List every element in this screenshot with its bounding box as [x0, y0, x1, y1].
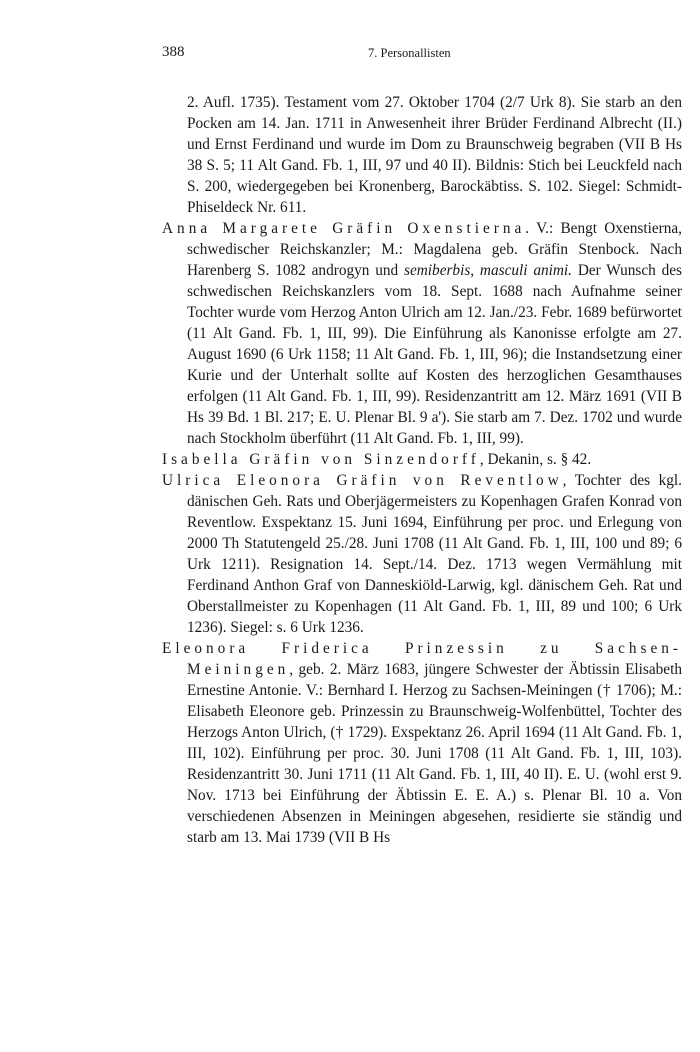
entry-name: Isabella Gräfin von Sinzendorff: [162, 451, 480, 468]
page-number: 388: [162, 44, 185, 60]
entry-name: Anna Margarete Gräfin Oxenstierna: [162, 220, 526, 237]
entry-text-continued: Der Wunsch des schwedischen Reichskanzlers vom 18. Sept. 1688 nach Aufnahme seiner Tochter wurde vom Herzog Anton Ulrich am 12. Jan./23. Febr. 1689 befürwortet (11 Alt Gand. Fb. 1, III, 99). Die Einführung als Kanonisse erfolgte am 27. August 1690 (6 Urk 1158; 11 Alt Gand. Fb. 1, III, 96); die Instandsetzung einer Kurie und der Unterhalt sollte auf Kosten des herzoglichen Gesamthauses erfolgen (11 Alt Gand. Fb. 1, III, 99). Residenzantritt am 12. März 1691 (VII B Hs 39 Bd. 1 Bl. 217; E. U. Plenar Bl. 9 a'). Sie starb am 7. Dez. 1702 und wurde nach Stockholm überführt (11 Alt Gand. Fb. 1, III, 99).: [187, 262, 683, 447]
running-head: 7. Personallisten: [368, 46, 451, 60]
entry-text: , Tochter des kgl. dänischen Geh. Rats und Oberjägermeisters zu Kopenhagen Grafen Konrad von Reventlow. Exspektanz 15. Juni 1694, Einführung per proc. und Erlegung von 2000 Th Statutengeld 25./28. Juni 1708 (11 Alt Gand. Fb. 1, III, 100 und 89; 6 Urk 1211). Resignation 14. Sept./14. Dez. 1713 wegen Vermählung mit Ferdinand Anthon Graf von Danneskiöld-Larwig, kgl. dänischem Geh. Rat und Oberstallmeister zu Kopenhagen (11 Alt Gand. Fb. 1, III, 89 und 100; 6 Urk 1236). Siegel: s. 6 Urk 1236.: [187, 472, 682, 636]
continuation-paragraph: 2. Aufl. 1735). Testament vom 27. Oktober 1704 (2/7 Urk 8). Sie starb an den Pocken am 14. Jan. 1711 in Anwesenheit ihrer Brüder Ferdinand Albrecht (II.) und Ernst Ferdinand und wurde im Dom zu Braunschweig begraben (VII B Hs 38 S. 5; 11 Alt Gand. Fb. 1, III, 97 und 40 II). Bildnis: Stich bei Leuckfeld nach S. 200, wiedergegeben bei Kronenberg, Barockäbtiss. S. 102. Siegel: Schmidt-Phiseldeck Nr. 611.: [187, 94, 682, 216]
entry-text: , Dekanin, s. § 42.: [479, 451, 592, 468]
entry-sachsen-meiningen: [162, 638, 682, 848]
entry-text: , geb. 2. März 1683, jüngere Schwester der Äbtissin Elisabeth Ernestine Antonie. V.: Bernhard I. Herzog zu Sachsen-Meiningen († 1706); M.: Elisabeth Eleonore geb. Prinzessin zu Braunschweig-Wolfenbüttel, Tochter des Herzogs Anton Ulrich, († 1729). Exspektanz 26. April 1694 (11 Alt Gand. Fb. 1, III, 102). Einführung per proc. 30. Juni 1708 (11 Alt Gand. Fb. 1, III, 103). Residenzantritt 30. Juni 1711 (11 Alt Gand. Fb. 1, III, 40 II). E. U. (wohl erst 9. Nov. 1713 bei Einführung der Äbtissin E. E. A.) s. Plenar Bl. 10 a. Von verschiedenen Absenzen in Meiningen abgesehen, residierte sie ständig und starb am 13. Mai 1739 (VII B Hs: [187, 661, 682, 846]
entry-italic-text: semiberbis, masculi animi.: [404, 262, 572, 279]
entry-text: . V.: Bengt Oxenstierna, schwedischer Reichskanzler; M.: Magdalena geb. Gräfin Stenbock. Nach Harenberg S. 1082 androgyn und: [187, 220, 682, 279]
entry-name: Ulrica Eleonora Gräfin von Reventlow: [162, 472, 563, 489]
entry-reventlow: [162, 470, 682, 638]
entry-sinzendorff: [162, 449, 682, 470]
main-text: [162, 92, 682, 848]
entry-name: Eleonora Friderica Prinzessin zu Sachsen-Meiningen: [162, 640, 682, 678]
entry-oxenstierna: [162, 218, 682, 449]
